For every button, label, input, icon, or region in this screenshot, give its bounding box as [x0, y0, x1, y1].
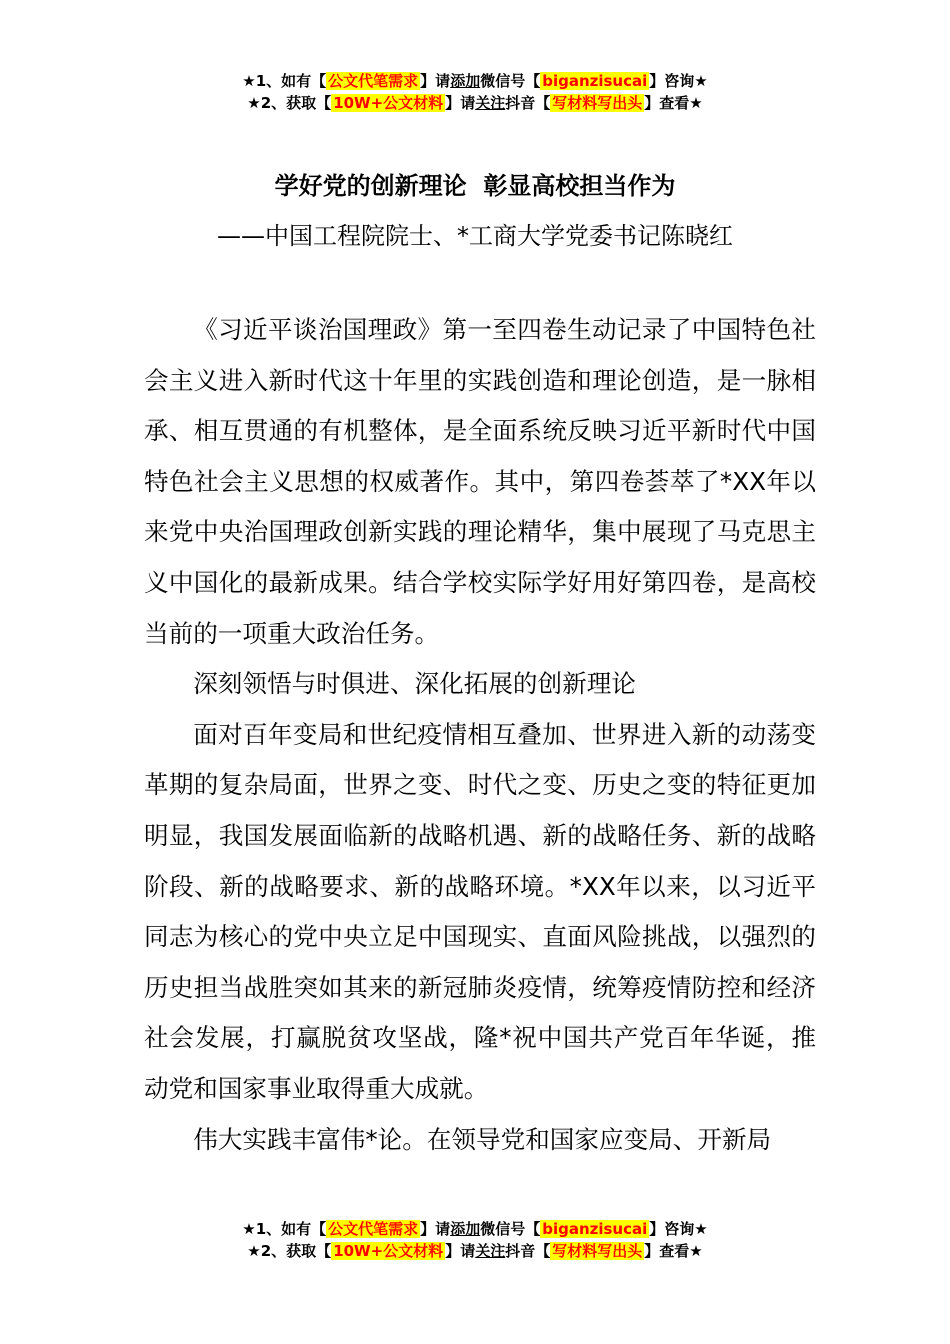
banner-underline: 关注 [475, 1242, 506, 1260]
paragraph: 《习近平谈治国理政》第一至四卷生动记录了中国特色社会主义进入新时代这十年里的实践创造和理论创造，是一脉相承、相互贯通的有机整体，是全面系统反映习近平新时代中国特色社会主义思想的权威著作。其中，第四卷荟萃了*XX年以来党中央治国理政创新实践的理论精华，集中展现了马克思主义中国化的最新成果。结合学校实际学好用好第四卷，是高校当前的一项重大政治任务。 [144, 315, 816, 648]
banner-text: 】查看★ [644, 94, 703, 112]
banner-highlight: 10W+公文材料 [333, 1242, 444, 1260]
banner-text: ★1、如有【 [242, 1220, 327, 1238]
banner-text: 】查看★ [644, 1242, 703, 1260]
banner-line-2 [0, 92, 950, 114]
banner-text: 】咨询★ [649, 1220, 708, 1238]
banner-text: ★2、获取【 [247, 1242, 332, 1260]
banner-underline: 添加 [450, 72, 481, 90]
banner-highlight: 10W+公文材料 [333, 94, 444, 112]
header-banner [0, 70, 950, 114]
banner-text: 】请 [420, 72, 451, 90]
footer-banner [0, 1218, 950, 1262]
banner-line-1 [0, 1218, 950, 1240]
banner-highlight: 写材料写出头 [552, 1242, 643, 1260]
banner-highlight: 公文代笔需求 [328, 1220, 419, 1238]
paragraph: 面对百年变局和世纪疫情相互叠加、世界进入新的动荡变革期的复杂局面，世界之变、时代之变、历史之变的特征更加明显，我国发展面临新的战略机遇、新的战略任务、新的战略阶段、新的战略要求、新的战略环境。*XX年以来，以习近平同志为核心的党中央立足中国现实、直面风险挑战，以强烈的历史担当战胜突如其来的新冠肺炎疫情，统筹疫情防控和经济社会发展，打赢脱贫攻坚战，隆*祝中国共产党百年华诞，推动党和国家事业取得重大成就。 [144, 719, 816, 1103]
banner-text: 抖音【 [505, 94, 551, 112]
banner-text: ★2、获取【 [247, 94, 332, 112]
banner-text: 】请 [420, 1220, 451, 1238]
paragraph: 伟大实践丰富伟*论。在领导党和国家应变局、开新局 [193, 1124, 772, 1154]
banner-highlight: biganzisucai [542, 1220, 648, 1238]
banner-underline: 关注 [475, 94, 506, 112]
banner-text: 微信号【 [480, 1220, 541, 1238]
article-subtitle: ——中国工程院院士、*工商大学党委书记陈晓红 [217, 222, 733, 250]
banner-text: 微信号【 [480, 72, 541, 90]
banner-text: ★1、如有【 [242, 72, 327, 90]
banner-line-1 [0, 70, 950, 92]
banner-highlight: 写材料写出头 [552, 94, 643, 112]
banner-highlight: 公文代笔需求 [328, 72, 419, 90]
banner-line-2 [0, 1240, 950, 1262]
banner-text: 】咨询★ [649, 72, 708, 90]
banner-highlight: biganzisucai [542, 72, 648, 90]
banner-text: 】请 [445, 94, 476, 112]
banner-text: 抖音【 [505, 1242, 551, 1260]
section-heading: 深刻领悟与时俱进、深化拓展的创新理论 [193, 669, 636, 699]
banner-text: 】请 [445, 1242, 476, 1260]
banner-underline: 添加 [450, 1220, 481, 1238]
article-title: 学好党的创新理论 彰显高校担当作为 [274, 172, 676, 200]
article-body [144, 305, 816, 1165]
